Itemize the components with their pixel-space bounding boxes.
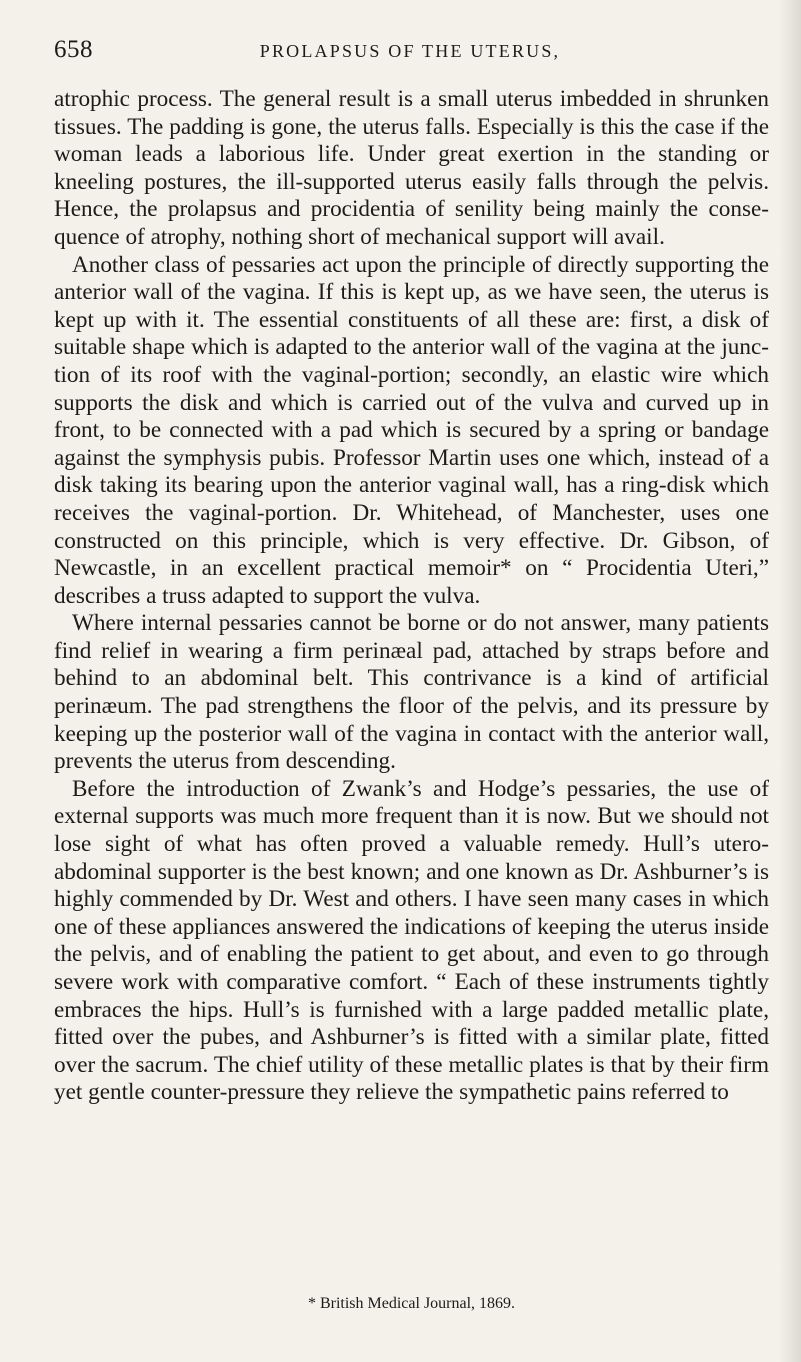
paragraph-perineal-pad: Where internal pessaries cannot be borne or do not answer, many patients find relief in wearing a firm perinæal pad, attached by straps before and behind to an abdominal belt. This contrivance is a kind of artificial perinæum. The pad strengthens the floor of the pelvis, and its pressure by keeping up the posterior wall of the vagina in contact with the anterior wall, prevents the uterus from descending. — [54, 610, 769, 775]
paragraph-external-supports: Before the introduction of Zwank’s and Hodge’s pessaries, the use of external supports was much more frequent than it is now. But we should not lose sight of what has often proved a valuable remedy. Hull’s utero-abdominal supporter is the best known; and one known as Dr. Ashburner’s is highly commended by Dr. West and others. I have seen many cases in which one of these appliances answered the indications of keeping the uterus inside the pelvis, and of enabling the patient to get about, and even to go through severe work with comparative comfort. “ Each of these instruments tightly embraces the hips. Hull’s is furnished with a large padded metallic plate, fitted over the pubes, and Ashburner’s is fitted with a similar plate, fitted over the sacrum. The chief utility of these metallic plates is that by their firm yet gentle counter-pressure they relieve the sympathetic pains referred to — [54, 775, 769, 1106]
footnote: * British Medical Journal, 1869. — [307, 1295, 516, 1312]
paragraph-anterior-wall-pessaries: Another class of pessaries act upon the principle of directly supporting the anterior wall of the vagina. If this is kept up, as we have seen, the uterus is kept up with it. The essential constituents of all these are: first, a disk of suitable shape which is adapted to the anterior wall of the vagina at the junction of its roof with the vaginal-portion; secondly, an elastic wire which supports the disk and which is carried out of the vulva and curved up in front, to be connected with a pad which is secured by a spring or bandage against the symphysis pubis. Professor Martin uses one which, instead of a disk taking its bearing upon the anterior vaginal wall, has a ring-disk which receives the vaginal-portion. Dr. Whitehead, of Manchester, uses one constructed on this principle, which is very effective. Dr. Gibson, of Newcastle, in an excellent practical memoir* on “ Procidentia Uteri,” describes a truss adapted to support the vulva. — [54, 251, 769, 609]
running-title: PROLAPSUS OF THE UTERUS, — [259, 41, 561, 61]
page-edge-shadow — [779, 0, 801, 1362]
body-text — [54, 86, 769, 1107]
page-header — [54, 36, 766, 70]
paragraph-atrophy: atrophic process. The general result is a small uterus imbedded in shrunken tissues. The padding is gone, the uterus falls. Especially is this the case if the woman leads a laborious life. Under great exertion in the standing or kneeling postures, the ill-supported uterus easily falls through the pelvis. Hence, the prolapsus and procidentia of senility being mainly the consequence of atrophy, nothing short of mechanical support will avail. — [54, 86, 769, 250]
page-number: 658 — [54, 36, 93, 63]
